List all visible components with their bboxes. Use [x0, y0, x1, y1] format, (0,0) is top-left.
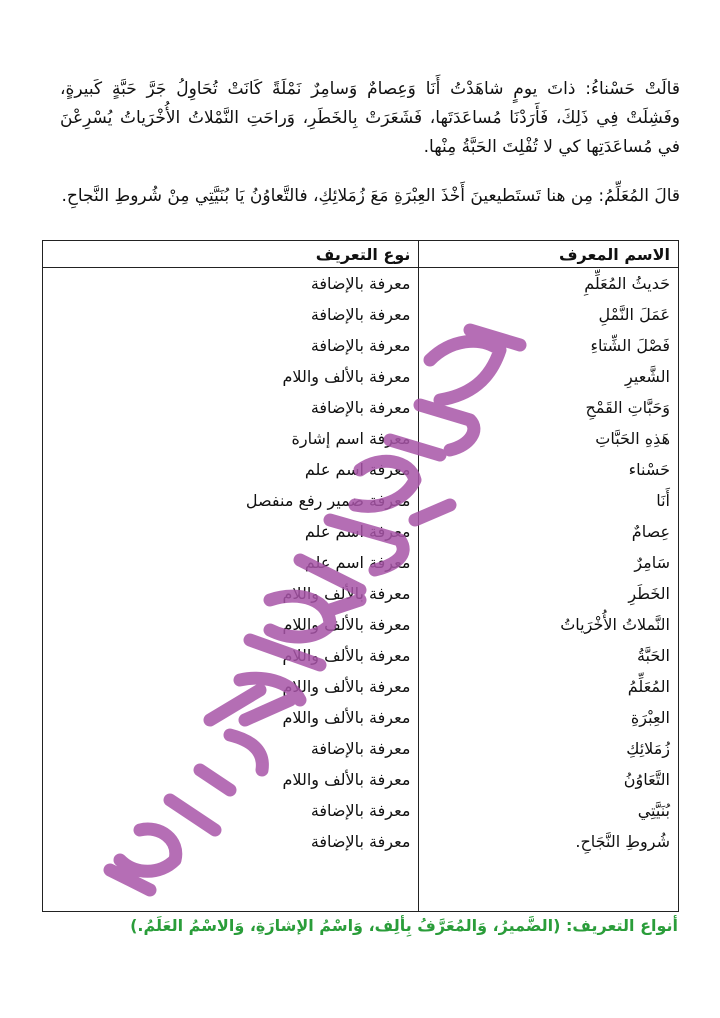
cell-name: هَذِهِ الحَبَّاتِ	[419, 423, 679, 454]
table-row	[43, 733, 679, 764]
cell-name: الحَبَّةُ	[419, 640, 679, 671]
table-header-row	[43, 241, 679, 268]
cell-type: معرفة بالألف واللام	[43, 764, 419, 795]
cell-name: المُعَلِّمُ	[419, 671, 679, 702]
definiteness-types-note: أنواع التعريف: (الضَّميرُ، وَالمُعَرَّفُ بِألِف، وَاسْمُ الإشارَةِ، وَالاسْمُ العَلَمُ.)	[130, 916, 678, 935]
cell-name: التَّعَاوُنُ	[419, 764, 679, 795]
cell-name: حَسْناء	[419, 454, 679, 485]
cell-type: معرفة بالإضافة	[43, 795, 419, 826]
table-row	[43, 361, 679, 392]
header-type: نوع التعريف	[43, 241, 419, 268]
cell-name: عَمَلَ النَّمْلِ	[419, 299, 679, 330]
table-row	[43, 330, 679, 361]
table-empty-row	[43, 857, 679, 912]
table-row	[43, 826, 679, 857]
table-row	[43, 423, 679, 454]
cell-name: الشَّعيرِ	[419, 361, 679, 392]
cell-type: معرفة بالإضافة	[43, 268, 419, 300]
table-row	[43, 392, 679, 423]
cell-type: معرفة اسم علم	[43, 516, 419, 547]
cell-name: فَصْلَ الشِّتاءِ	[419, 330, 679, 361]
cell-name: حَديثُ المُعَلِّمِ	[419, 268, 679, 300]
cell-type: معرفة بالألف واللام	[43, 702, 419, 733]
table-row	[43, 764, 679, 795]
cell-type: معرفة بالألف واللام	[43, 361, 419, 392]
cell-name: العِبْرَةِ	[419, 702, 679, 733]
table-row	[43, 268, 679, 300]
cell-name: سَامِرٌ	[419, 547, 679, 578]
cell-type: معرفة بالإضافة	[43, 826, 419, 857]
cell-name: النَّملاتُ الأُخْرَياتُ	[419, 609, 679, 640]
cell-name: الخَطَرِ	[419, 578, 679, 609]
cell-name: زُمَلائِكِ	[419, 733, 679, 764]
cell-type: معرفة بالألف واللام	[43, 640, 419, 671]
cell-type: معرفة بالإضافة	[43, 392, 419, 423]
cell-name: بُنَيَّتِي	[419, 795, 679, 826]
cell-type: معرفة بالإضافة	[43, 299, 419, 330]
table-row	[43, 578, 679, 609]
table-row	[43, 671, 679, 702]
cell-type: معرفة بالإضافة	[43, 330, 419, 361]
cell-type: معرفة اسم علم	[43, 454, 419, 485]
cell-type: معرفة ضمير رفع منفصل	[43, 485, 419, 516]
table-row	[43, 609, 679, 640]
table-row	[43, 485, 679, 516]
cell-name: أَنَا	[419, 485, 679, 516]
cell-type: معرفة بالألف واللام	[43, 578, 419, 609]
table-row	[43, 547, 679, 578]
table-row	[43, 454, 679, 485]
definiteness-table	[42, 240, 679, 912]
cell-type: معرفة اسم علم	[43, 547, 419, 578]
table-row	[43, 516, 679, 547]
cell-type: معرفة اسم إشارة	[43, 423, 419, 454]
cell-name: وَحَبَّاتِ القَمْحِ	[419, 392, 679, 423]
paragraph-story: قالَتْ حَسْناءُ: ذاتَ يومٍ شاهَدْتُ أَنَا وَعِصامٌ وَسامِرٌ نَمْلَةً كَانَتْ تُحَاوِلُ جَرَّ حَبَّةٍ كَبيرةٍ، وفَشِلَتْ فِي ذَلِكَ، فَأَرَدْنَا مُساعَدَتَها، فَشَعَرَتْ بِالخَطَرِ، وَراحَتِ النَّمْلاتُ الأُخْرَياتُ يُسْرِعْنَ في مُساعَدَتِها كي لا تُفْلِتَ الحَبَّةُ مِنْها.	[60, 79, 680, 157]
table-row	[43, 702, 679, 733]
cell-name: عِصامٌ	[419, 516, 679, 547]
cell-type: معرفة بالإضافة	[43, 733, 419, 764]
table-row	[43, 640, 679, 671]
cell-type: معرفة بالألف واللام	[43, 609, 419, 640]
table-row	[43, 795, 679, 826]
table-row	[43, 299, 679, 330]
cell-type: معرفة بالألف واللام	[43, 671, 419, 702]
cell-name: شُروطِ النَّجَاحِ.	[419, 826, 679, 857]
header-name: الاسم المعرف	[419, 241, 679, 268]
paragraph-teacher: قالَ المُعَلِّمُ: مِن هنا تَستَطيعينَ أَخْذَ العِبْرَةِ مَعَ زُمَلائِكِ، فالتَّعاوُنُ يَا بُنَيَّتِي مِنْ شُروطِ النَّجاحِ.	[61, 186, 680, 206]
